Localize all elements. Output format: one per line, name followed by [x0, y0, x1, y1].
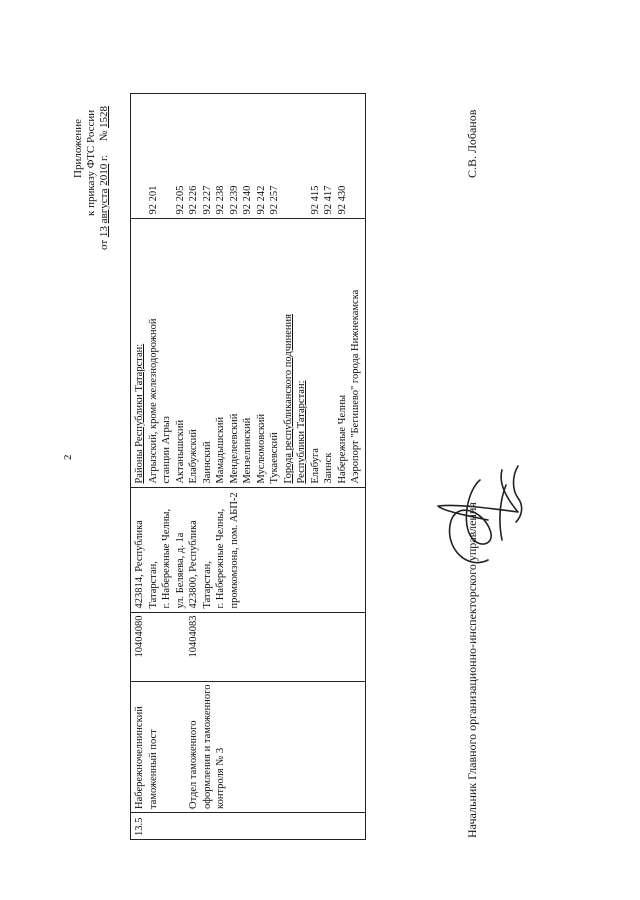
- okato-code: [295, 97, 309, 215]
- okato-code: [133, 97, 147, 215]
- region-line: Муслюмовский: [255, 413, 267, 484]
- appendix-title: Приложение: [72, 118, 84, 178]
- post-code-cell: [131, 612, 366, 681]
- order-reference: к приказу ФТС России: [85, 109, 97, 216]
- region-line: Менделеевский: [228, 413, 240, 484]
- address-cell: [131, 487, 366, 612]
- number-label: №: [98, 130, 110, 142]
- order-day: 13: [98, 226, 110, 238]
- post-name-line: таможенный пост: [147, 729, 159, 809]
- post-code: [174, 616, 188, 678]
- okato-code-cell: [131, 93, 366, 218]
- post-code: [160, 616, 174, 678]
- post-name-line: Отдел таможенного: [188, 720, 199, 809]
- region-line: Мамадышский: [215, 416, 226, 484]
- post-name-line: [174, 685, 188, 809]
- signature-image: [428, 450, 538, 580]
- okato-code: [160, 97, 174, 215]
- region-line: Тукаевский: [269, 432, 280, 484]
- signer-name: С.В. Лобанов: [465, 109, 479, 178]
- post-name-line: Набережночелнинский: [134, 706, 145, 809]
- post-code: 10404083: [188, 615, 199, 658]
- region-line: Аэропорт "Бегишево" города Нижнекамска: [350, 289, 361, 484]
- year-suffix: г.: [98, 155, 110, 162]
- okato-code: 92 205: [174, 185, 186, 215]
- region-heading: Республики Татарстан:: [296, 380, 307, 484]
- table-row: [131, 93, 366, 839]
- okato-code: 92 257: [269, 185, 280, 215]
- address-line: 423814, Республика: [134, 520, 145, 609]
- order-year: 2010: [98, 163, 110, 186]
- post-code: [147, 616, 161, 678]
- regions-cell: [131, 218, 366, 487]
- okato-code: 92 238: [215, 185, 226, 215]
- address-line: ул. Беляева, д. 1а: [174, 532, 186, 609]
- post-name-line: [160, 685, 174, 809]
- okato-code: 92 226: [188, 185, 199, 215]
- row-number: 13.5: [131, 813, 366, 840]
- okato-code: 92 227: [201, 185, 213, 215]
- region-line: Агрызский, кроме железнодорожной: [147, 318, 159, 484]
- signer-position: Начальник Главного организационно-инспекторского управления: [465, 502, 479, 838]
- okato-code: 92 240: [242, 185, 253, 215]
- date-prefix: от: [98, 239, 110, 250]
- region-line: Заинский: [201, 441, 213, 484]
- okato-code: 92 242: [255, 185, 267, 215]
- customs-posts-table: [130, 93, 366, 840]
- okato-code: 92 239: [228, 185, 240, 215]
- okato-code: 92 201: [147, 185, 159, 215]
- address-line: г. Набережные Челны,: [215, 508, 226, 609]
- region-heading: Районы Республики Татарстан:: [134, 343, 145, 484]
- address-line: Татарстан,: [201, 561, 213, 609]
- region-line: Заинск: [323, 452, 334, 484]
- order-number: 1528: [98, 106, 110, 128]
- region-line: Актанышский: [174, 419, 186, 484]
- address-line: 423800, Республика: [188, 520, 199, 609]
- region-line: Елабужский: [188, 429, 199, 484]
- post-name-line: оформления и таможенного: [201, 684, 213, 809]
- okato-code: [349, 97, 363, 215]
- order-date-line: [98, 40, 111, 250]
- post-code: 10404080: [134, 615, 145, 658]
- region-heading: Города республиканского подчинения: [282, 314, 294, 484]
- page-number: 2: [62, 454, 74, 460]
- region-line: станции Агрыз: [161, 416, 172, 484]
- post-name-cell: [131, 681, 366, 812]
- appendix-header: [72, 40, 111, 250]
- region-line: Елабуга: [309, 448, 321, 484]
- address-line: промкомзона, пом. АБП-2: [228, 492, 240, 609]
- address-line: г. Набережные Челны,: [161, 508, 172, 609]
- okato-code: 92 430: [336, 185, 348, 215]
- region-line: Набережные Челны: [336, 394, 348, 484]
- region-line: Мензелинский: [242, 417, 253, 484]
- okato-code: [282, 97, 296, 215]
- address-line: Татарстан,: [147, 561, 159, 609]
- post-name-line: контроля № 3: [215, 747, 226, 809]
- order-month: августа: [98, 188, 110, 224]
- okato-code: 92 417: [323, 185, 334, 215]
- okato-code: 92 415: [309, 185, 321, 215]
